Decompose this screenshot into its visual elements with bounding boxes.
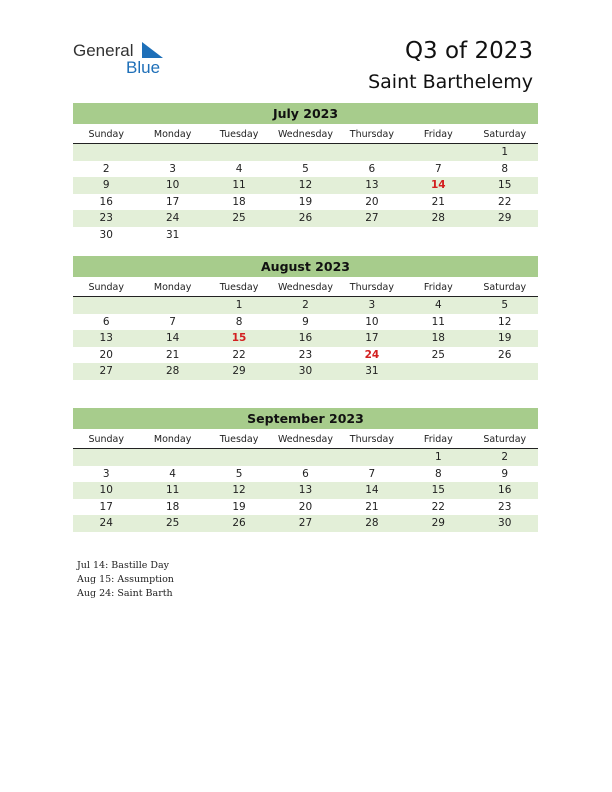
day-cell: 23 (298, 348, 313, 361)
day-cell: 8 (235, 315, 243, 328)
day-cell: 27 (99, 365, 113, 377)
weekday-label: Friday (423, 129, 453, 140)
day-cell: 7 (368, 467, 376, 480)
day-cell: 8 (434, 467, 442, 480)
day-cell (139, 297, 205, 314)
weekday-label: Monday (153, 434, 192, 445)
weekday-label: Wednesday (277, 282, 333, 293)
day-cell: 19 (498, 332, 512, 344)
day-cell: 19 (298, 195, 313, 208)
day-cell (405, 144, 471, 161)
weekday-label: Monday (153, 129, 192, 140)
day-cell: 24 (364, 348, 380, 361)
day-cell: 5 (501, 299, 509, 311)
week-row (73, 466, 538, 483)
day-cell: 26 (232, 517, 246, 529)
weekday-label: Sunday (88, 434, 124, 445)
day-cell: 11 (232, 179, 246, 191)
day-cell: 22 (431, 500, 445, 513)
day-cell (206, 144, 272, 161)
week-row (73, 177, 538, 194)
day-cell (339, 144, 405, 161)
month-calendar (73, 408, 538, 532)
day-cell (272, 449, 338, 466)
day-cell: 13 (99, 332, 113, 344)
day-cell: 2 (302, 299, 309, 311)
day-cell (339, 227, 405, 244)
week-row (73, 499, 538, 516)
week-row (73, 297, 538, 314)
day-cell: 20 (298, 500, 313, 513)
day-cell (472, 363, 538, 380)
day-cell: 27 (365, 212, 379, 224)
day-cell: 12 (298, 179, 313, 191)
brand-general-text: General (73, 41, 134, 60)
day-cell: 7 (169, 315, 176, 328)
day-cell: 29 (431, 517, 445, 529)
day-cell: 18 (431, 332, 445, 344)
week-row (73, 210, 538, 227)
day-cell: 25 (431, 348, 445, 361)
day-cell: 17 (99, 500, 113, 513)
weekday-label: Tuesday (219, 434, 259, 445)
weekday-label: Saturday (483, 129, 527, 140)
month-title: September 2023 (73, 408, 538, 429)
day-cell: 12 (498, 315, 512, 328)
day-cell: 1 (235, 299, 243, 311)
day-cell: 28 (431, 212, 445, 224)
day-cell: 27 (298, 517, 313, 529)
day-cell: 3 (102, 467, 110, 480)
day-cell: 15 (431, 484, 445, 496)
day-cell: 10 (165, 179, 180, 191)
day-cell: 14 (365, 484, 379, 496)
day-cell: 30 (99, 228, 113, 241)
day-cell (272, 144, 338, 161)
day-cell: 18 (165, 500, 180, 513)
week-row (73, 363, 538, 380)
brand-logo (73, 41, 173, 81)
week-row (73, 144, 538, 161)
day-cell: 11 (431, 315, 445, 328)
day-cell: 18 (232, 195, 246, 208)
month-calendar (73, 103, 538, 243)
day-cell: 3 (169, 162, 176, 175)
day-cell: 9 (501, 467, 509, 480)
day-cell: 17 (165, 195, 180, 208)
day-cell: 30 (298, 365, 313, 377)
day-cell: 23 (498, 500, 512, 513)
day-cell: 17 (365, 332, 379, 344)
week-row (73, 347, 538, 364)
day-cell: 15 (498, 179, 512, 191)
day-cell: 6 (368, 162, 376, 175)
weekday-label: Wednesday (277, 434, 333, 445)
weekday-label: Thursday (349, 282, 394, 293)
day-cell: 2 (102, 162, 110, 175)
day-cell: 15 (231, 332, 247, 344)
weekday-label: Sunday (88, 282, 124, 293)
day-cell: 31 (165, 228, 180, 241)
day-cell: 6 (102, 315, 110, 328)
day-cell: 26 (498, 348, 512, 361)
weekday-label: Tuesday (219, 129, 259, 140)
weekday-label: Tuesday (219, 282, 259, 293)
day-cell: 28 (165, 365, 180, 377)
holiday-notes (77, 559, 174, 601)
day-cell: 4 (235, 162, 243, 175)
holiday-note: Aug 24: Saint Barth (77, 588, 173, 599)
weekday-label: Sunday (88, 129, 124, 140)
day-cell: 19 (232, 500, 246, 513)
day-cell: 24 (99, 517, 113, 529)
day-cell (73, 449, 139, 466)
week-row (73, 482, 538, 499)
day-cell: 21 (165, 348, 180, 361)
week-row (73, 314, 538, 331)
day-cell: 21 (431, 195, 445, 208)
weekday-label: Saturday (483, 434, 527, 445)
day-cell (206, 449, 272, 466)
day-cell: 25 (165, 517, 180, 529)
week-row (73, 194, 538, 211)
day-cell: 16 (498, 484, 512, 496)
day-cell: 30 (498, 517, 512, 529)
week-row (73, 161, 538, 178)
day-cell: 29 (232, 365, 246, 377)
page-subtitle: Saint Barthelemy (368, 71, 533, 93)
day-cell: 13 (365, 179, 379, 191)
day-cell: 14 (431, 179, 446, 191)
day-cell: 7 (434, 162, 442, 175)
day-cell: 28 (365, 517, 379, 529)
day-cell: 31 (365, 365, 379, 377)
month-title: August 2023 (73, 256, 538, 277)
day-cell: 12 (232, 484, 246, 496)
day-cell (73, 144, 139, 161)
day-cell: 20 (99, 348, 113, 361)
day-cell (405, 363, 471, 380)
day-cell (339, 449, 405, 466)
weekday-label: Monday (153, 282, 192, 293)
day-cell: 14 (165, 332, 180, 344)
day-cell: 24 (165, 212, 180, 224)
weekday-label: Saturday (483, 282, 527, 293)
day-cell: 16 (99, 195, 113, 208)
weekday-label: Friday (423, 282, 453, 293)
day-cell: 5 (302, 162, 309, 175)
day-cell: 3 (368, 299, 376, 311)
month-calendar (73, 256, 538, 380)
day-cell: 26 (298, 212, 313, 224)
day-cell (73, 297, 139, 314)
day-cell: 22 (232, 348, 246, 361)
page-title: Q3 of 2023 (404, 38, 533, 64)
day-cell: 20 (365, 195, 379, 208)
day-cell: 2 (501, 451, 509, 463)
month-title: July 2023 (73, 103, 538, 124)
day-cell: 11 (165, 484, 180, 496)
day-cell: 1 (501, 146, 509, 158)
day-cell: 5 (235, 467, 243, 480)
weekday-label: Thursday (349, 434, 394, 445)
weekday-label: Thursday (349, 129, 394, 140)
day-cell: 16 (298, 332, 313, 344)
week-row (73, 227, 538, 244)
day-cell: 25 (232, 212, 246, 224)
day-cell (139, 449, 205, 466)
holiday-note: Aug 15: Assumption (77, 574, 174, 585)
week-row (73, 515, 538, 532)
day-cell (272, 227, 338, 244)
week-row (73, 449, 538, 466)
day-cell: 6 (302, 467, 309, 480)
day-cell: 4 (434, 299, 442, 311)
weekday-header-row (73, 433, 538, 449)
day-cell (405, 227, 471, 244)
logo-flag-icon (142, 42, 164, 59)
day-cell: 8 (501, 162, 509, 175)
day-cell: 10 (99, 484, 113, 496)
day-cell: 21 (365, 500, 379, 513)
holiday-note: Jul 14: Bastille Day (77, 560, 170, 571)
weekday-label: Wednesday (277, 129, 333, 140)
day-cell: 1 (434, 451, 442, 463)
weekday-header-row (73, 128, 538, 144)
brand-blue-text: Blue (126, 58, 161, 77)
day-cell: 23 (99, 212, 113, 224)
week-row (73, 330, 538, 347)
day-cell: 29 (498, 212, 512, 224)
day-cell (472, 227, 538, 244)
day-cell (139, 144, 205, 161)
day-cell: 9 (302, 315, 309, 328)
day-cell: 10 (365, 315, 379, 328)
day-cell (206, 227, 272, 244)
weekday-header-row (73, 281, 538, 297)
day-cell: 9 (102, 179, 110, 191)
weekday-label: Friday (423, 434, 453, 445)
day-cell: 13 (298, 484, 313, 496)
day-cell: 22 (498, 195, 512, 208)
day-cell: 4 (169, 467, 176, 480)
